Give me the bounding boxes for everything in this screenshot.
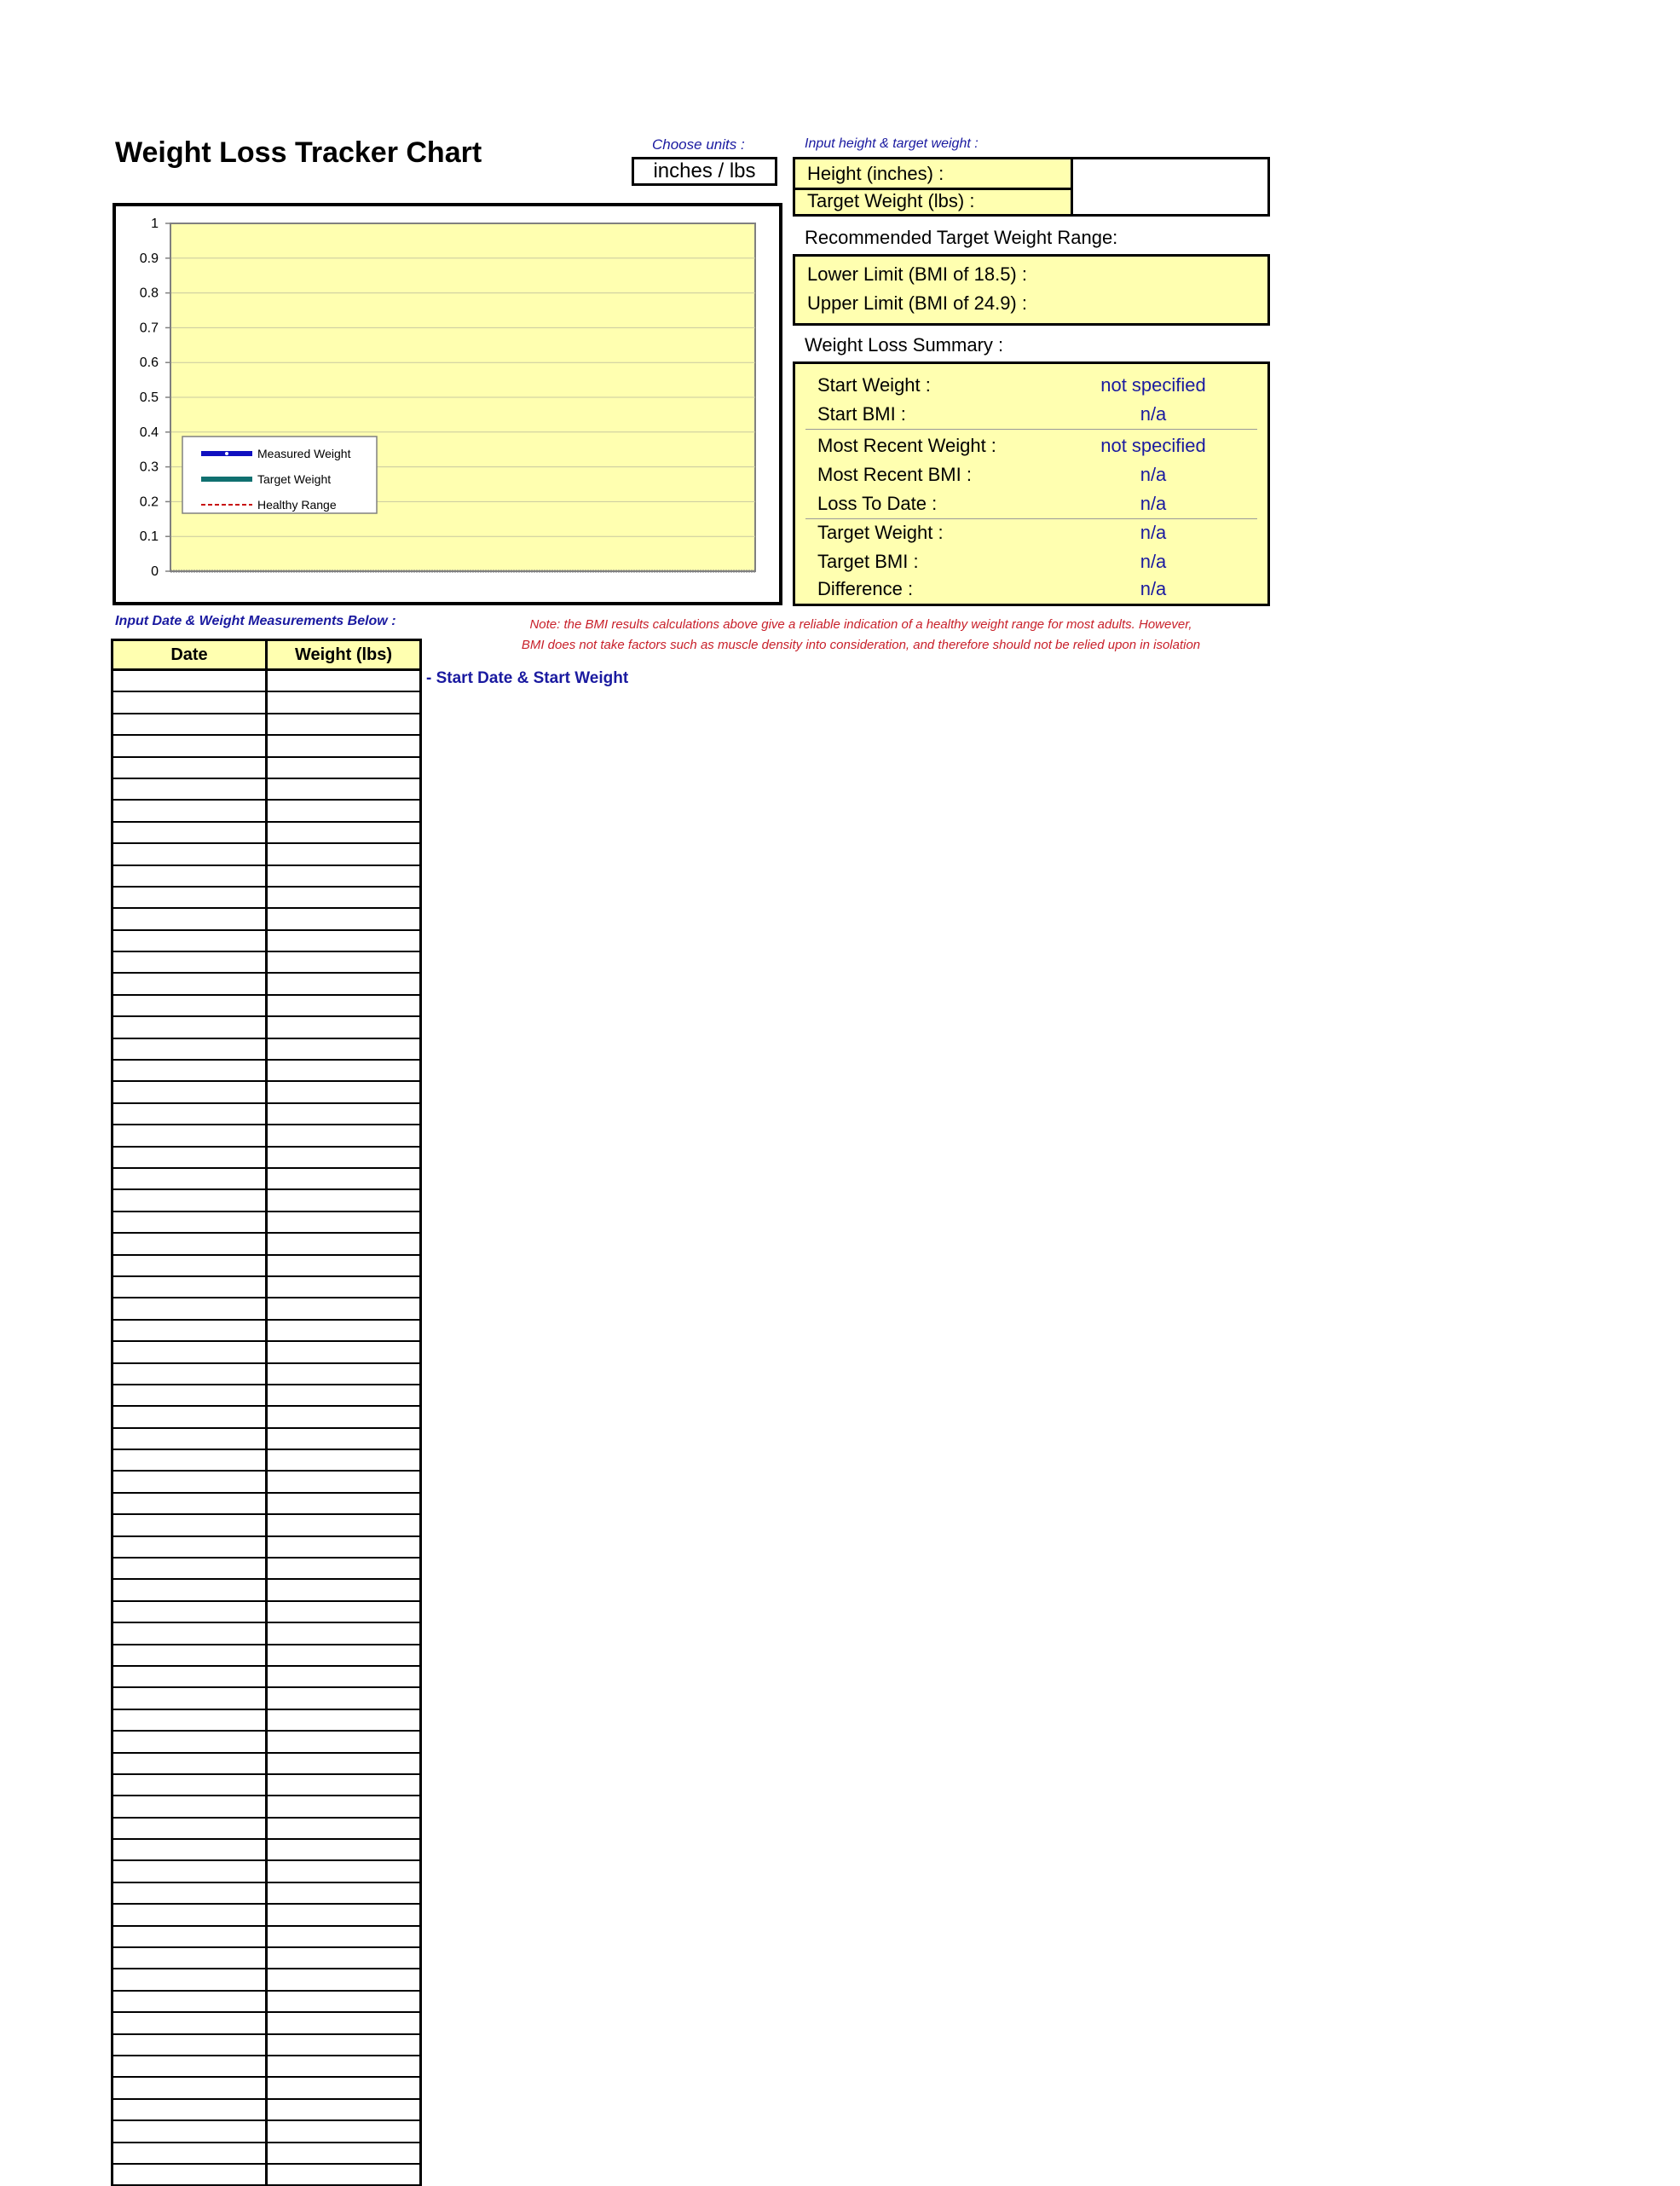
target-weight-label: Target Weight (lbs) : — [795, 188, 1073, 214]
table-row — [113, 1449, 421, 1471]
table-row — [113, 1406, 421, 1427]
weight-cell[interactable] — [267, 822, 421, 843]
weight-cell[interactable] — [267, 1233, 421, 1254]
table-row — [113, 1666, 421, 1687]
date-cell[interactable] — [113, 908, 267, 929]
weight-cell[interactable] — [267, 714, 421, 735]
table-row — [113, 1860, 421, 1882]
weight-cell[interactable] — [267, 691, 421, 713]
summary-row — [795, 371, 1267, 400]
summary-row — [795, 460, 1267, 489]
table-row — [113, 670, 421, 692]
table-row — [113, 1536, 421, 1558]
table-row — [113, 1081, 421, 1102]
summary-row — [795, 518, 1267, 547]
table-row — [113, 1363, 421, 1385]
weight-cell[interactable] — [267, 1536, 421, 1558]
date-cell[interactable] — [113, 800, 267, 821]
weight-cell[interactable] — [267, 670, 421, 692]
height-label: Height (inches) : — [795, 159, 1073, 188]
date-cell[interactable] — [113, 1579, 267, 1600]
date-cell[interactable] — [113, 1406, 267, 1427]
weight-cell[interactable] — [267, 1753, 421, 1774]
table-row — [113, 973, 421, 994]
y-tick-label: 0.9 — [139, 251, 159, 266]
weight-cell[interactable] — [267, 1558, 421, 1579]
range-box — [793, 254, 1270, 326]
table-row — [113, 1125, 421, 1146]
weight-cell[interactable] — [267, 2034, 421, 2056]
table-row — [113, 2120, 421, 2142]
target-weight-row — [795, 188, 1267, 214]
table-row — [113, 1947, 421, 1969]
date-cell[interactable] — [113, 1060, 267, 1081]
y-tick-label: 1 — [151, 217, 159, 231]
weight-cell[interactable] — [267, 2012, 421, 2033]
table-row — [113, 1622, 421, 1644]
table-row — [113, 1926, 421, 1947]
weight-cell[interactable] — [267, 1385, 421, 1406]
weight-cell[interactable] — [267, 1255, 421, 1276]
table-row — [113, 1709, 421, 1731]
weight-cell[interactable] — [267, 1363, 421, 1385]
date-cell[interactable] — [113, 670, 267, 692]
table-row — [113, 735, 421, 756]
summary-label: Target Weight : — [817, 522, 944, 543]
y-tick-label: 0.1 — [139, 529, 159, 545]
weight-cell[interactable] — [267, 1579, 421, 1600]
date-cell[interactable] — [113, 1753, 267, 1774]
date-cell[interactable] — [113, 1645, 267, 1666]
summary-row — [795, 400, 1267, 429]
weight-cell[interactable] — [267, 1601, 421, 1622]
y-tick-label: 0.4 — [139, 425, 159, 440]
date-cell[interactable] — [113, 1796, 267, 1817]
weight-cell[interactable] — [267, 1320, 421, 1341]
y-tick-label: 0.6 — [139, 356, 159, 371]
legend-label-healthy: Healthy Range — [257, 498, 337, 512]
weight-cell[interactable] — [267, 1060, 421, 1081]
table-row — [113, 1385, 421, 1406]
weight-cell[interactable] — [267, 1839, 421, 1860]
table-row — [113, 1493, 421, 1514]
units-select[interactable]: inches / lbs — [632, 157, 777, 186]
weight-cell[interactable] — [267, 1882, 421, 1904]
weight-cell[interactable] — [267, 1622, 421, 1644]
weight-cell[interactable] — [267, 1796, 421, 1817]
table-row — [113, 865, 421, 887]
weight-cell[interactable] — [267, 1774, 421, 1796]
weight-cell[interactable] — [267, 1276, 421, 1298]
weight-cell[interactable] — [267, 1038, 421, 1060]
date-cell[interactable] — [113, 2077, 267, 2098]
date-cell[interactable] — [113, 951, 267, 973]
table-row — [113, 1471, 421, 1492]
date-cell[interactable] — [113, 1471, 267, 1492]
weight-log-body — [113, 670, 421, 2186]
table-row — [113, 930, 421, 951]
weight-cell[interactable] — [267, 1687, 421, 1709]
range-heading: Recommended Target Weight Range: — [805, 227, 1118, 248]
weight-cell[interactable] — [267, 1514, 421, 1535]
date-cell[interactable] — [113, 2143, 267, 2164]
table-row — [113, 1514, 421, 1535]
date-cell[interactable] — [113, 1991, 267, 2012]
table-row — [113, 800, 421, 821]
weight-cell[interactable] — [267, 1709, 421, 1731]
table-row — [113, 843, 421, 865]
date-cell[interactable] — [113, 1449, 267, 1471]
table-row — [113, 1558, 421, 1579]
weight-cell[interactable] — [267, 2056, 421, 2077]
date-cell[interactable] — [113, 1385, 267, 1406]
lower-limit-label: Lower Limit (BMI of 18.5) : — [807, 263, 1027, 285]
summary-divider — [805, 429, 1257, 430]
weight-cell[interactable] — [267, 951, 421, 973]
table-row — [113, 2077, 421, 2098]
weight-cell[interactable] — [267, 1493, 421, 1514]
weight-cell[interactable] — [267, 1298, 421, 1319]
weight-cell[interactable] — [267, 1645, 421, 1666]
summary-value: not specified — [1100, 374, 1206, 396]
summary-row — [795, 575, 1267, 604]
weight-cell[interactable] — [267, 1860, 421, 1882]
summary-row — [795, 547, 1267, 576]
weight-cell[interactable] — [267, 1904, 421, 1925]
weight-log-table — [111, 639, 422, 2186]
weight-cell[interactable] — [267, 735, 421, 756]
weight-cell[interactable] — [267, 1818, 421, 1839]
date-cell[interactable] — [113, 822, 267, 843]
summary-value: not specified — [1100, 435, 1206, 456]
date-cell[interactable] — [113, 1016, 267, 1038]
legend-label-measured: Measured Weight — [257, 447, 351, 460]
date-cell[interactable] — [113, 1622, 267, 1644]
date-cell[interactable] — [113, 2056, 267, 2077]
col-weight-header: Weight (lbs) — [267, 640, 421, 670]
weight-cell[interactable] — [267, 1081, 421, 1102]
summary-heading: Weight Loss Summary : — [805, 334, 1004, 356]
weight-cell[interactable] — [267, 887, 421, 908]
date-cell[interactable] — [113, 2012, 267, 2033]
table-row — [113, 908, 421, 929]
height-target-inputs — [793, 157, 1270, 217]
date-cell[interactable] — [113, 1558, 267, 1579]
weight-cell[interactable] — [267, 1471, 421, 1492]
table-row — [113, 1103, 421, 1125]
table-row — [113, 2143, 421, 2164]
weight-cell[interactable] — [267, 778, 421, 800]
date-cell[interactable] — [113, 1212, 267, 1233]
date-cell[interactable] — [113, 930, 267, 951]
table-row — [113, 1645, 421, 1666]
date-cell[interactable] — [113, 1255, 267, 1276]
weight-cell[interactable] — [267, 1016, 421, 1038]
table-row — [113, 951, 421, 973]
table-row — [113, 1753, 421, 1774]
table-row — [113, 1212, 421, 1233]
date-cell[interactable] — [113, 1860, 267, 1882]
date-cell[interactable] — [113, 1125, 267, 1146]
summary-row — [795, 431, 1267, 460]
weight-cell[interactable] — [267, 1449, 421, 1471]
weight-cell[interactable] — [267, 2120, 421, 2142]
date-cell[interactable] — [113, 1969, 267, 1990]
table-row — [113, 1904, 421, 1925]
legend-marker-measured — [225, 452, 228, 455]
weight-cell[interactable] — [267, 2099, 421, 2120]
col-date-header: Date — [113, 640, 267, 670]
date-cell[interactable] — [113, 2099, 267, 2120]
date-cell[interactable] — [113, 973, 267, 994]
table-row — [113, 1189, 421, 1211]
table-row — [113, 995, 421, 1016]
y-tick-label: 0.3 — [139, 460, 159, 475]
date-cell[interactable] — [113, 1774, 267, 1796]
start-note: - Start Date & Start Weight — [426, 669, 629, 687]
date-cell[interactable] — [113, 1038, 267, 1060]
table-row — [113, 1016, 421, 1038]
table-row — [113, 1298, 421, 1319]
table-row — [113, 1147, 421, 1168]
weight-cell[interactable] — [267, 1212, 421, 1233]
table-row — [113, 887, 421, 908]
date-cell[interactable] — [113, 1081, 267, 1102]
weight-cell[interactable] — [267, 1991, 421, 2012]
table-row — [113, 757, 421, 778]
table-row — [113, 2099, 421, 2120]
date-cell[interactable] — [113, 778, 267, 800]
table-row — [113, 1428, 421, 1449]
units-prompt: Choose units : — [652, 136, 745, 153]
weight-cell[interactable] — [267, 1168, 421, 1189]
weight-cell[interactable] — [267, 2077, 421, 2098]
date-cell[interactable] — [113, 995, 267, 1016]
y-tick-label: 0 — [151, 564, 159, 579]
date-cell[interactable] — [113, 843, 267, 865]
table-row — [113, 1601, 421, 1622]
date-cell[interactable] — [113, 1601, 267, 1622]
summary-label: Loss To Date : — [817, 493, 938, 514]
weight-chart — [113, 203, 782, 605]
weight-cell[interactable] — [267, 1666, 421, 1687]
y-tick-label: 0.8 — [139, 286, 159, 301]
weight-cell[interactable] — [267, 865, 421, 887]
table-row — [113, 1687, 421, 1709]
date-cell[interactable] — [113, 1493, 267, 1514]
date-cell[interactable] — [113, 1687, 267, 1709]
date-cell[interactable] — [113, 887, 267, 908]
date-cell[interactable] — [113, 1320, 267, 1341]
weight-cell[interactable] — [267, 1428, 421, 1449]
summary-value: n/a — [1140, 493, 1167, 514]
page-title: Weight Loss Tracker Chart — [115, 136, 482, 169]
summary-value: n/a — [1140, 578, 1167, 599]
date-cell[interactable] — [113, 1709, 267, 1731]
table-row — [113, 2056, 421, 2077]
table-row — [113, 1038, 421, 1060]
y-tick-label: 0.7 — [139, 321, 159, 336]
weight-cell[interactable] — [267, 1406, 421, 1427]
weight-cell[interactable] — [267, 930, 421, 951]
date-cell[interactable] — [113, 1168, 267, 1189]
date-cell[interactable] — [113, 1536, 267, 1558]
summary-value: n/a — [1140, 403, 1167, 425]
date-cell[interactable] — [113, 1103, 267, 1125]
date-cell[interactable] — [113, 1189, 267, 1211]
upper-limit-label: Upper Limit (BMI of 24.9) : — [807, 292, 1027, 314]
summary-label: Most Recent Weight : — [817, 435, 996, 456]
date-cell[interactable] — [113, 1904, 267, 1925]
inputs-prompt: Input height & target weight : — [805, 136, 979, 151]
weight-cell[interactable] — [267, 1731, 421, 1752]
table-row — [113, 714, 421, 735]
table-row — [113, 1839, 421, 1860]
table-row — [113, 691, 421, 713]
date-cell[interactable] — [113, 1233, 267, 1254]
target-weight-input[interactable] — [1073, 188, 1267, 214]
date-cell[interactable] — [113, 1298, 267, 1319]
date-cell[interactable] — [113, 1147, 267, 1168]
date-cell[interactable] — [113, 1666, 267, 1687]
weight-cell[interactable] — [267, 908, 421, 929]
chart-legend — [182, 437, 377, 513]
bmi-note-line1: Note: the BMI results calculations above give a reliable indication of a healthy weight range for most adults. However, — [529, 617, 1192, 632]
date-cell[interactable] — [113, 1276, 267, 1298]
table-row — [113, 1168, 421, 1189]
weight-cell[interactable] — [267, 973, 421, 994]
date-cell[interactable] — [113, 1514, 267, 1535]
weight-cell[interactable] — [267, 2143, 421, 2164]
summary-value: n/a — [1140, 522, 1167, 543]
summary-label: Start Weight : — [817, 374, 931, 396]
weight-cell[interactable] — [267, 1969, 421, 1990]
weight-chart-svg — [116, 206, 779, 602]
bmi-note-line2: BMI does not take factors such as muscle density into consideration, and therefore should not be relied upon in isolation — [521, 638, 1201, 652]
summary-box — [793, 361, 1270, 606]
table-row — [113, 822, 421, 843]
y-tick-label: 0.5 — [139, 390, 159, 405]
table-row — [113, 1233, 421, 1254]
date-cell[interactable] — [113, 2034, 267, 2056]
weight-cell[interactable] — [267, 1189, 421, 1211]
date-cell[interactable] — [113, 1363, 267, 1385]
summary-label: Target BMI : — [817, 551, 919, 572]
weight-cell[interactable] — [267, 1147, 421, 1168]
y-tick-label: 0.2 — [139, 494, 159, 510]
table-row — [113, 1991, 421, 2012]
table-row — [113, 1579, 421, 1600]
summary-value: n/a — [1140, 464, 1167, 485]
height-row — [795, 159, 1267, 190]
weight-cell[interactable] — [267, 995, 421, 1016]
table-row — [113, 1255, 421, 1276]
weight-cell[interactable] — [267, 1926, 421, 1947]
table-row — [113, 1320, 421, 1341]
table-row — [113, 1969, 421, 1990]
log-prompt: Input Date & Weight Measurements Below : — [115, 614, 396, 628]
table-row — [113, 1796, 421, 1817]
table-row — [113, 1731, 421, 1752]
table-row — [113, 2012, 421, 2033]
legend-label-target: Target Weight — [257, 472, 332, 486]
summary-label: Most Recent BMI : — [817, 464, 972, 485]
date-cell[interactable] — [113, 1947, 267, 1969]
table-row — [113, 1882, 421, 1904]
table-row — [113, 1060, 421, 1081]
date-cell[interactable] — [113, 691, 267, 713]
date-cell[interactable] — [113, 1926, 267, 1947]
weight-cell[interactable] — [267, 757, 421, 778]
date-cell[interactable] — [113, 1428, 267, 1449]
weight-cell[interactable] — [267, 843, 421, 865]
date-cell[interactable] — [113, 1882, 267, 1904]
date-cell[interactable] — [113, 1341, 267, 1362]
summary-label: Start BMI : — [817, 403, 906, 425]
table-row — [113, 1774, 421, 1796]
height-input[interactable] — [1073, 159, 1267, 188]
weight-cell[interactable] — [267, 1125, 421, 1146]
date-cell[interactable] — [113, 757, 267, 778]
date-cell[interactable] — [113, 2120, 267, 2142]
date-cell[interactable] — [113, 865, 267, 887]
weight-cell[interactable] — [267, 800, 421, 821]
summary-label: Difference : — [817, 578, 914, 599]
weight-cell[interactable] — [267, 1947, 421, 1969]
date-cell[interactable] — [113, 1731, 267, 1752]
table-row — [113, 778, 421, 800]
date-cell[interactable] — [113, 1839, 267, 1860]
date-cell[interactable] — [113, 1818, 267, 1839]
weight-cell[interactable] — [267, 1103, 421, 1125]
summary-value: n/a — [1140, 551, 1167, 572]
table-row — [113, 1341, 421, 1362]
summary-row — [795, 489, 1267, 518]
weight-cell[interactable] — [267, 1341, 421, 1362]
date-cell[interactable] — [113, 714, 267, 735]
table-row — [113, 2034, 421, 2056]
table-row — [113, 1818, 421, 1839]
table-row — [113, 1276, 421, 1298]
date-cell[interactable] — [113, 735, 267, 756]
